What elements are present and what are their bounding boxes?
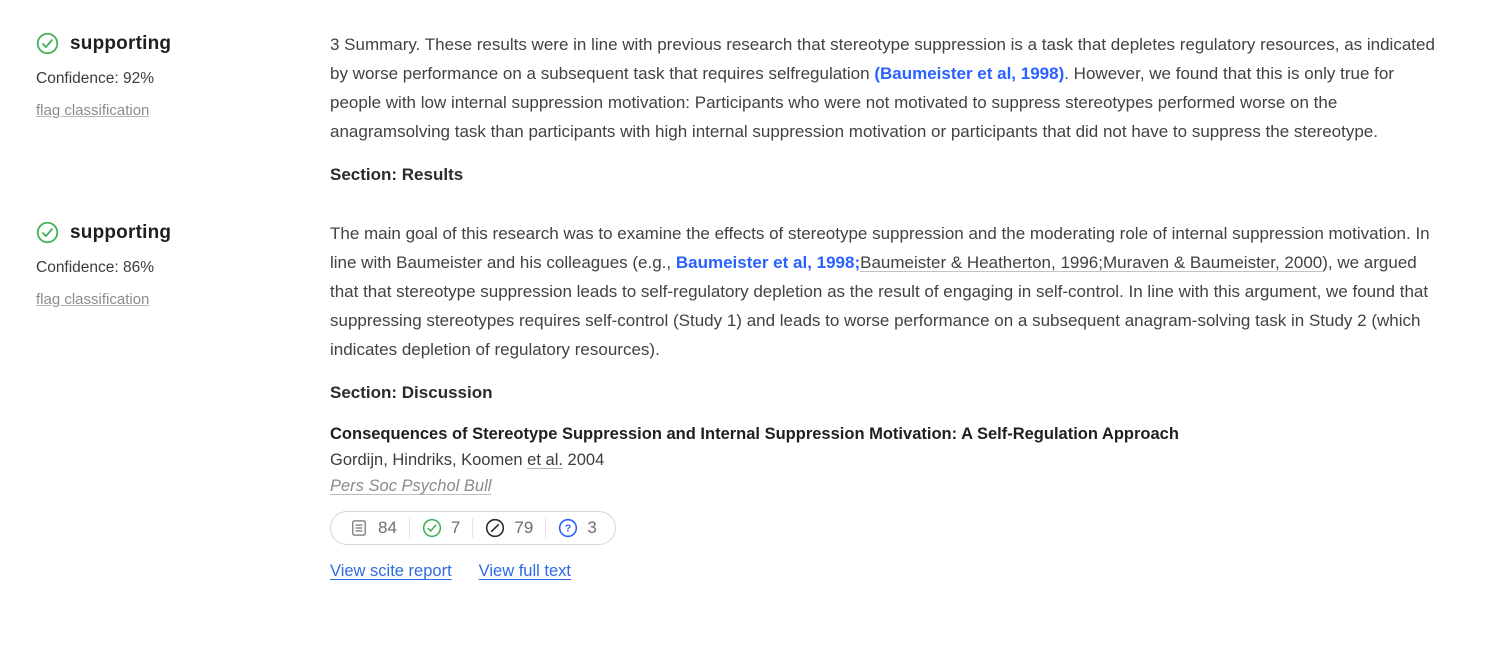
citation-entry [36,30,1446,189]
authors-year: 2004 [562,451,605,469]
citing-publications-metric[interactable] [337,518,409,538]
paper-title: Consequences of Stereotype Suppression and Internal Suppression Motivation: A Self-Regulation Approach [330,425,1179,443]
check-circle-icon [36,221,59,244]
citation-reference-link[interactable]: Baumeister & Heatherton, 1996; [860,253,1103,272]
citation-reference-link[interactable]: (Baumeister et al, 1998) [874,64,1065,83]
paper-meta [330,421,1446,581]
citing-publications-icon [349,518,369,538]
paper-authors [330,447,1446,473]
citation-reference-link[interactable]: Muraven & Baumeister, 2000 [1103,253,1323,272]
quote-text: ), we argued that that stereotype suppression leads to self-regulatory depletion as the result of engaging in self-control. In line with this argument, we found that suppressing stereotypes requires self-control (Study 1) and leads to worse performance on a subsequent anagram-solving task in Study 2 (which indicates depletion of regulatory resources). [330,253,1429,359]
confidence-text: Confidence: 86% [36,259,155,276]
quote-text: The main goal of this research was to examine the effects of stereotype suppression and the moderating role of internal suppression motivation. In line with Baumeister and his colleagues (e.g., [330,224,1430,272]
classification-panel [36,219,330,309]
citation-quote [330,219,1446,364]
confidence-text: Confidence: 92% [36,70,155,87]
citation-reference-link[interactable]: Baumeister et al, 1998; [675,253,861,272]
contrasting-icon [558,518,578,538]
svg-text:?: ? [565,523,572,535]
classification-label: supporting [70,221,172,243]
quote-text: . However, we found that this is only true for people with low internal suppression motivation: Participants who were not motivated to suppress stereotypes performed worse on the anagramsolving task than participants with high internal suppression motivation or participants that did not have to suppress the stereotype. [330,64,1395,141]
contrasting-count: 3 [587,518,597,537]
citation-quote [330,30,1446,146]
mentioning-icon [485,518,505,538]
journal-link[interactable]: Pers Soc Psychol Bull [330,477,492,495]
supporting-metric[interactable] [409,518,472,538]
supporting-count: 7 [450,518,461,537]
citing-publications-count: 84 [378,518,397,537]
view-full-text-link[interactable]: View full text [478,562,571,580]
section-label: Section: Results [330,165,464,184]
view-scite-report-link[interactable]: View scite report [330,562,452,580]
section-label: Section: Discussion [330,383,493,402]
citation-content [330,219,1446,581]
paper-links [330,562,1446,581]
flag-classification-link[interactable]: flag classification [36,291,150,308]
classification-badge [36,32,330,55]
citation-content [330,30,1446,189]
classification-panel [36,30,330,120]
flag-classification-link[interactable]: flag classification [36,102,150,119]
supporting-icon [422,518,442,538]
citation-entry [36,219,1446,581]
scite-metrics-pill[interactable] [330,511,616,545]
contrasting-metric[interactable] [545,518,608,538]
authors-text: Gordijn, Hindriks, Koomen [330,451,528,469]
mentioning-metric[interactable] [472,518,545,538]
check-circle-icon [36,32,59,55]
quote-text: 3 Summary. These results were in line with previous research that stereotype suppression is a task that depletes regulatory resources, as indicated by worse performance on a subsequent task that requires selfregulation [330,35,1435,83]
classification-label: supporting [70,32,172,54]
et-al-link[interactable]: et al. [527,451,563,469]
classification-badge [36,221,330,244]
mentioning-count: 79 [514,518,534,537]
